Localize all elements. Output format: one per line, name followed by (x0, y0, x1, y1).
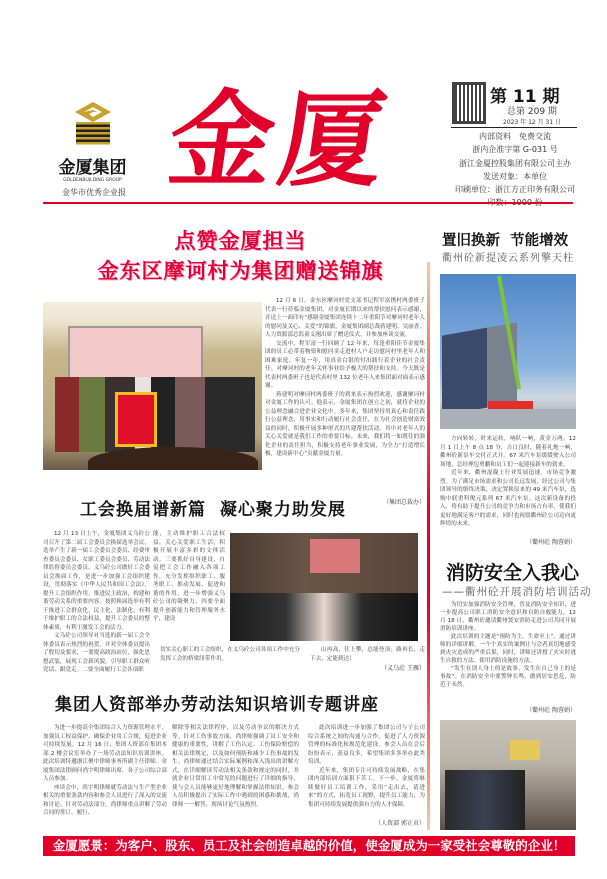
article2-col3: 山再高，往上攀，总能登顶；路再长，走下去，定能到达！ (310, 647, 425, 662)
paragraph: 为进一步提高全集团综合人力资源管理水平，加强员工权益保护，确保企业用工合规，促进企业可持续发展。12 月 16 日，集团人资部在集团本部 2 楼会议室举办了一场劳动法知识培训讲座。此次培训特邀浙江聚中律师事务所副主任律师、金厦集团法律顾问尚宇明律师出席，各子公司综合部人员参加。 (43, 725, 167, 782)
side1-headline: 置旧换新 节能增效 (442, 233, 569, 249)
column-divider (427, 262, 430, 830)
paragraph: 座谈会中，尚宇明律师就劳动法与生产型企业相关的重要条款内容和参会人员进行了深入的交流和讨论。针对劳动法部分，尚律师重点讲解了劳动合同的签订、履行、 (43, 784, 167, 816)
side1-body (440, 435, 576, 529)
article2-source: （义乌砼 王雁） (381, 665, 425, 672)
group-logo (55, 102, 130, 192)
side2-headline: 消防安全入我心 (446, 562, 580, 584)
fire-training-photo (440, 720, 576, 830)
paragraph: 近年来，集团专注可持续发展战略，在集团内部培训方面狠下苦工。下一步，金厦将继续做好员工培训工作，采用“走出去，请进来”的方式，拓宽员工视野，提升员工能力，为集团可持续发展提供强有力的人才保障。 (308, 767, 425, 808)
paragraph: 蒋建明对摩诃村两委班子的到来表示热烈欢迎，感谢摩诃村对金厦工作的认可。他表示，金厦集团在创立之初，就将企业的公益理念融合进企业文化中。多年来，集团坚持用真心和责任践行公益理念，用事实和行动履行社会责任，在为社会创造财富效益的同时，积极开展多种形式的共建帮扶活动。其中对老年人的关心关爱就是我们工作的重要目标。未来，我们将一如既往的强化企业的责任担当，积极支持老年事业发展，为全力“打造增长极，建设新中心”贡献金厦力量。 (265, 391, 425, 457)
building-logo-icon (75, 102, 111, 150)
side1-source: （衢州砼 陶蓉娟） (526, 539, 576, 546)
logo-name: 金厦集团 (58, 158, 127, 178)
masthead-rule (43, 202, 573, 204)
side2-subtitle: ——衢州砼开展消防培训活动 (442, 586, 592, 598)
paragraph: 此次培训进一步加强了集团公司与子公司综合系统之间的沟通与合作，促进了人力资源管理的标准化和规范化建设。参会人员在会后纷纷表示，获益良多，希望集团多多举办此类培训。 (308, 725, 425, 765)
qr-code (452, 82, 486, 124)
article1-headline (43, 226, 438, 286)
paragraph: 交流中，程军富一行回顾了 12 年来，每逢重阳佳节金厦集团的员工必带着物资和慰问金走进村人户走访慰问村里老年人和困难家庭。年复一年，用真金白银的付出践行着企业的社会责任。对摩诃村的老年关怀事业给予极大的帮扶和支持。今天既是代表村两委班子也是代表村里 132 位老年人来集团面对面表示感谢。 (265, 340, 425, 389)
article2-col2-tail: 切实关心职工的工会组织，在义乌砼公司各项工作中充分发挥工会的桥梁纽带作用。 (160, 647, 300, 662)
paragraph: “发生在别人身上的是故事，发生在自己身上的是事故”。在消防安全中要警钟长鸣，做到居安思危，防范于未然。 (440, 666, 576, 688)
headline-line: 点赞金厦担当 (174, 229, 307, 253)
paragraph: 近年来，衢州混凝土行业发展迅速，市场竞争激烈。为了满足市场需求和公司长远发展，经过公司与集团领导的慎终决策，决定置换原来的 49 米汽车泵，选购中联重科俊元系列 67 米汽车泵。这次新设备的投入，将有助于提升公司的竞争力和市场占有率，使我们更好地满足客户的需求，同时也祝愿衢州砼公司迈向更辉煌的未来。 (440, 470, 576, 527)
side2-body (440, 601, 576, 689)
article3-source: （人资部 郭正贞） (375, 820, 425, 827)
side2-source: （衢州砼 陶蓉娟） (526, 707, 576, 714)
info-line: 印刷单位：浙江方正印务有限公司 (455, 185, 575, 195)
article1-body (265, 297, 425, 459)
issue-date: 2023 年 12 月 31 日 (503, 119, 562, 126)
info-line: 浙江金厦控股集团有限公司主办 (459, 158, 571, 168)
info-line: 浙内企准字第 G-031 号 (472, 145, 558, 155)
article3-col2: 解除等相关法律程序，以及劳动争议的解决方式等。针对工伤事故方面，尚律师强调了员工安全和健康的重要性，讲解了工伤认定、工伤保险赔偿的相关法律规定，以及如何预防和减少工伤事故的发生。尚律师通过结合实际案例和深入浅出的讲解方式，在详细解读劳动法相关条款和规定的同时，并就企业日常用工中常见的问题进行了详细的指导，使与会人员能够更好地理解和掌握法律知识。参会人员积极提出了实际工作中遇到的困惑和挑战，尚律师一一解答，现场讨论气氛热烈。 (172, 725, 299, 808)
paragraph: 方向转转，时来运转，响队一响，黄金万两。12 月 1 日上午 8 点 18 分，吉日良时，随着礼炮一响，衢州砼新泵车交付正式开。67 米汽车泵缓缓驶入公司场地，总经理包勇鹏和员工们一起迎接新车的到来。 (440, 436, 576, 468)
paragraph: 12 月 6 日，金东区摩诃村党支部书记程军富携村两委班子代表一行莅临金厦集团，对金厦长期以来的帮扶慰问表示感谢，并送上一面印有“感谢金厦集团连续十二年重阳节对摩诃村老年人的慰问及关心、关爱”的锦旗。金厦集团副总裁蒋建明、吴丽香，人力资源部总监童义刚出席了赠送仪式，并参加座谈交流。 (265, 298, 425, 338)
issue-number: 第 11 期 (490, 87, 560, 107)
info-line: 内部资料 免费交流 (479, 132, 551, 141)
headline-line: 金东区摩诃村为集团赠送锦旗 (97, 259, 384, 283)
vision-text: 金厦愿景：为客户、股东、员工及社会创造卓越的价值，使金厦成为一家受社会尊敬的企业！ (52, 838, 566, 853)
issue-total: 总第 209 期 (507, 107, 557, 117)
paragraph: 为切实加强消防安全管理，普及消防安全知识，进一步提高公司职工消防安全意识和自防自救能力，12 月 18 日，衢州砼邀请衢州贤安消防走进公司共同开展消防培训讲座。 (440, 602, 576, 632)
article3-headline: 集团人资部举办劳动法知识培训专题讲座 (55, 695, 379, 715)
article2-col1 (43, 530, 150, 675)
issue-divider (451, 127, 577, 128)
article3-col3 (308, 724, 425, 809)
tagline: 金华市优秀企业报 (62, 188, 126, 197)
article2-headline: 工会换届谱新篇 凝心聚力助发展 (80, 500, 346, 520)
paragraph: 义乌砼公司领导对当选的新一届工会全体委员表示热烈的祝贺，并对全体委员提出了殷切及要求，一要提高政治站位，强化思想武装，展现工会新风貌，引导职工群众听党话、跟党走。二要全面履行工会各项职 (43, 633, 150, 673)
masthead-title: 金厦 (161, 78, 399, 201)
paragraph: 此次培训的主题是“预防为主，生命至上”。通过讲师的详细讲解，一个个真实的案例让与会者真切地感受到火灾造成的严重后果，同时，讲师还讲授了火灾时逃生自救的方法、使用消防设施的方法。 (440, 634, 576, 664)
article3-col1 (43, 724, 167, 818)
union-meeting-photo (230, 533, 418, 641)
banner-presentation-photo (43, 302, 262, 470)
article1-source: （集团总裁办） (382, 499, 425, 506)
issue-info (446, 130, 584, 210)
side1-subtitle: 衢州砼新提凌云系列擎天柱 (442, 253, 574, 264)
footer-vision-bar (43, 836, 575, 856)
article2-col2: 能，主动维护职工合法权益，关心关爱职工生活，积极开展丰富多彩的文体活动。三要抓好自身建设，自觉把工会工作融入各项工作，充分发挥组织职工、服务职工、推动发展、促进和谐的作用，进一步增强义乌砼公司的凝聚力。四要全面提升创新能力和管理服务水平，建设 (153, 531, 225, 622)
logo-english: GOLDENBUILDING GROUP (63, 178, 122, 183)
info-line: 发送对象：本单位 (483, 171, 547, 181)
paragraph: 12 月 13 日上午，金厦集团义乌砼公司召开了第二届工会委员会换届选举会议，选举产生了新一届工会委员会委员、经费审查委员会委员、女职工委员会委员、劳动法律监督委员会委员。义乌砼公司做好工会委员会换届工作，是进一步加强工会组织建设，贯彻落实《中华人民共和国工会法》，提升工会组织作用，推进民主政治，构建和谐劳动关系的重要内容。按照换届选举有利于推进工会群众化、民主化、法制化，有利于维护职工的合法权益，提升工会委员的整体素质，有利于激发工会的活力。 (43, 531, 150, 631)
pump-truck-photo (440, 274, 576, 429)
